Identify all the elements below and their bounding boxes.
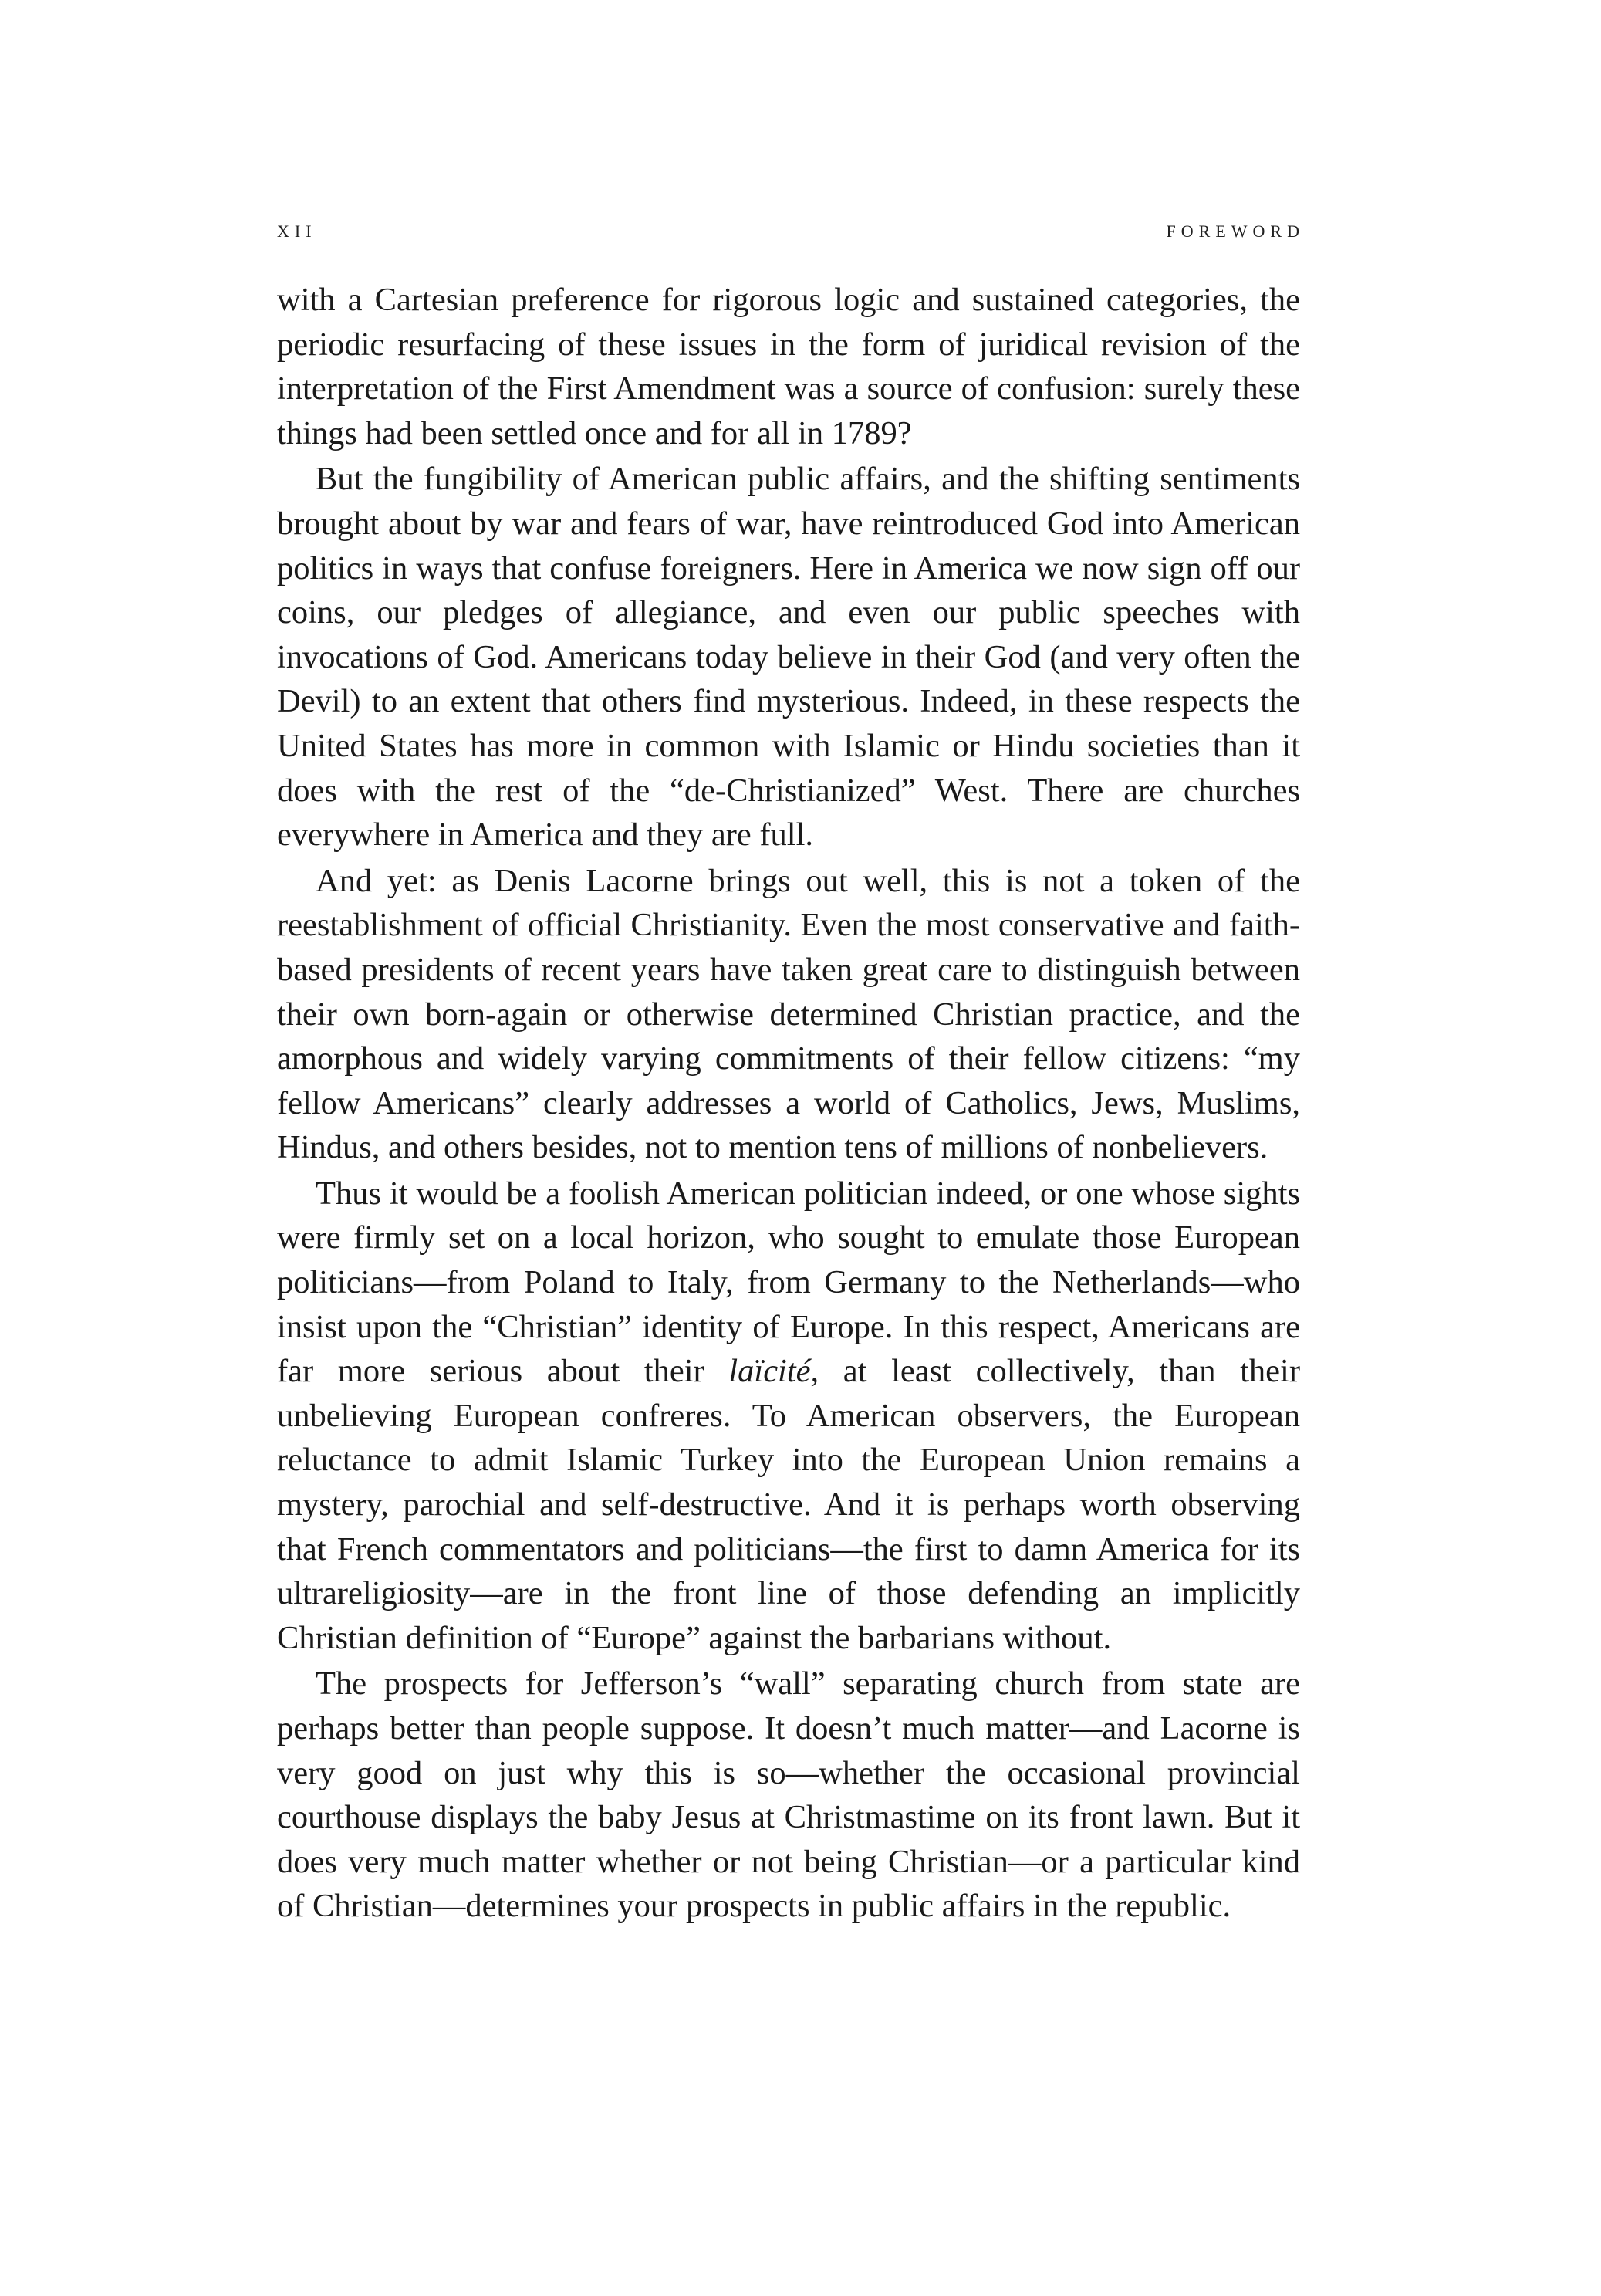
body-text: [277, 278, 1300, 1929]
paragraph: But the fungibility of American public affairs, and the shifting sentiments brought about by war and fears of war, have reintroduced God into American politics in ways that confuse foreigners. Here in America we now sign off our coins, our pledges of allegiance, and even our public speeches with invocations of God. Americans today believe in their God (and very often the Devil) to an extent that others find mysterious. Indeed, in these respects the United States has more in common with Islamic or Hindu societies than it does with the rest of the “de-Christianized” West. There are churches everywhere in America and they are full.: [277, 461, 1300, 854]
running-head: [277, 221, 1305, 245]
paragraph-text: at least collectively, than their unbelieving European confreres. To American observers, the European reluctance to admit Islamic Turkey into the European Union remains a mystery, parochial and self-destructive. And it is perhaps worth observing that French commentators and politicians—the first to damn America for its ultrareligiosity—are in the front line of those defending an implicitly Christian definition of “Europe” against the barbarians without.: [277, 1353, 1301, 1656]
paragraph-continued: with a Cartesian preference for rigorous logic and sustained categories, the periodic resurfacing of these issues in the form of juridical revision of the interpretation of the First Amendment was a source of confusion: surely these things had been settled once and for all in 1789?: [277, 282, 1300, 451]
paragraph: [277, 1172, 1300, 1661]
section-title: FOREWORD: [1166, 221, 1305, 241]
emphasis-text: laïcité,: [728, 1353, 819, 1390]
paragraph-text: Thus it would be a foolish American politician indeed, or one whose sights were firmly set on a local horizon, who sought to emulate those European politicians—from Poland to Italy, from Germany to the Netherlands—who insist upon the “Christian” identity of Europe. In this respect, Americans are far more serious about their: [277, 1175, 1300, 1390]
paragraph: The prospects for Jefferson’s “wall” separating church from state are perhaps better than people suppose. It doesn’t much matter—and Lacorne is very good on just why this is so—whether the occasional provincial courthouse displays the baby Jesus at Christmastime on its front lawn. But it does very much matter whether or not being Christian—or a particular kind of Christian—determines your prospects in public affairs in the republic.: [277, 1665, 1300, 1925]
paragraph: And yet: as Denis Lacorne brings out well, this is not a token of the reestablishment of official Christianity. Even the most conservative and faith-based presidents of recent years have taken great care to distinguish between their own born-again or otherwise determined Christian practice, and the amorphous and widely varying commitments of their fellow citizens: “my fellow Americans” clearly addresses a world of Catholics, Jews, Muslims, Hindus, and others besides, not to mention tens of millions of nonbelievers.: [277, 862, 1300, 1166]
page-number: XII: [277, 221, 317, 241]
